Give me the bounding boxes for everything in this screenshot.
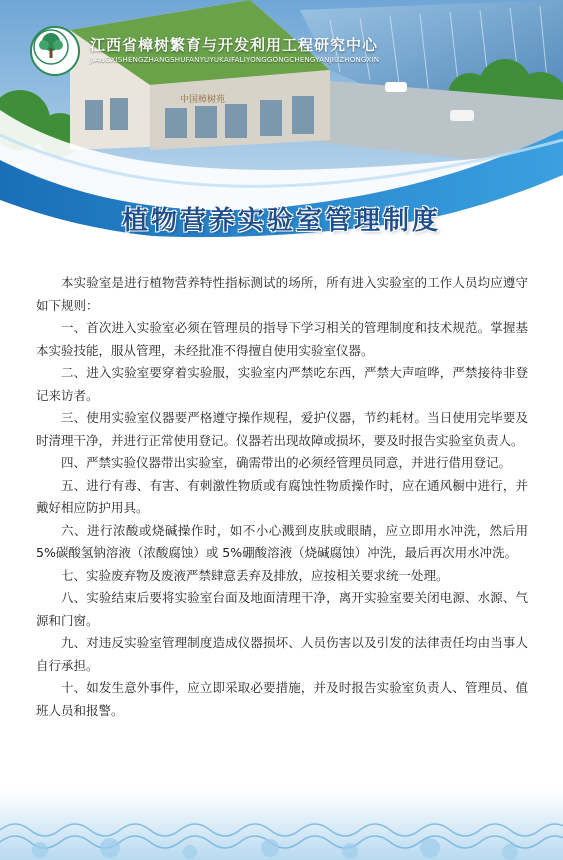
org-logo <box>30 26 80 76</box>
intro-paragraph: 本实验室是进行植物营养特性指标测试的场所，所有进入实验室的工作人员均应遵守如下规则： <box>36 275 528 313</box>
rule-paragraph: 十、如发生意外事件，应立即采取必要措施，并及时报告实验室负责人、管理员、值班人员和报警。 <box>36 680 528 718</box>
tree-logo-icon <box>32 28 70 66</box>
footer-wave-decoration <box>0 790 563 860</box>
car <box>450 110 474 121</box>
rule-paragraph: 二、进入实验室要穿着实验服，实验室内严禁吃东西，严禁大声喧哗，严禁接待非登记来访者。 <box>36 365 528 403</box>
rule-paragraph: 八、实验结束后要将实验室台面及地面清理干净，离开实验室要关闭电源、水源、气源和门窗。 <box>36 590 528 628</box>
org-name: 江西省樟树繁育与开发利用工程研究中心 <box>90 36 379 54</box>
regulation-body <box>36 272 528 722</box>
rule-paragraph: 三、使用实验室仪器要严格遵守操作规程，爱护仪器，节约耗材。当日使用完毕要及时清理干净，并进行正常使用登记。仪器若出现故障或损坏，要及时报告实验室负责人。 <box>36 410 528 448</box>
building-sign: 中国樟树苑 <box>180 95 226 105</box>
car <box>385 82 407 92</box>
rule-paragraph: 四、严禁实验仪器带出实验室，确需带出的必须经管理员同意，并进行借用登记。 <box>61 455 512 470</box>
rule-paragraph: 七、实验废弃物及废液严禁肆意丢弃及排放，应按相关要求统一处理。 <box>61 567 449 583</box>
rule-paragraph: 六、进行浓酸或烧碱操作时，如不小心溅到皮肤或眼睛，应立即用水冲洗，然后用 5%碳酸氢钠溶液（浓酸腐蚀）或 5%硼酸溶液（烧碱腐蚀）冲洗，最后再次用水冲洗。 <box>36 522 528 560</box>
rule-paragraph: 一、首次进入实验室必须在管理员的指导下学习相关的管理制度和技术规范。掌握基本实验技能，服从管理，未经批准不得擅自使用实验室仪器。 <box>36 320 528 358</box>
rule-paragraph: 五、进行有毒、有害、有刺激性物质或有腐蚀性物质操作时，应在通风橱中进行，并戴好相应防护用具。 <box>36 477 528 515</box>
rule-paragraph: 九、对违反实验室管理制度造成仪器损坏、人员伤害以及引发的法律责任均由当事人自行承担。 <box>36 635 528 673</box>
page-title: 植物营养实验室管理制度 <box>121 206 441 236</box>
org-pinyin: JIANGXISHENGZHANGSHUFANYUYUKAIFALIYONGGONGCHENGYANJIUZHONGXIN <box>90 56 380 64</box>
